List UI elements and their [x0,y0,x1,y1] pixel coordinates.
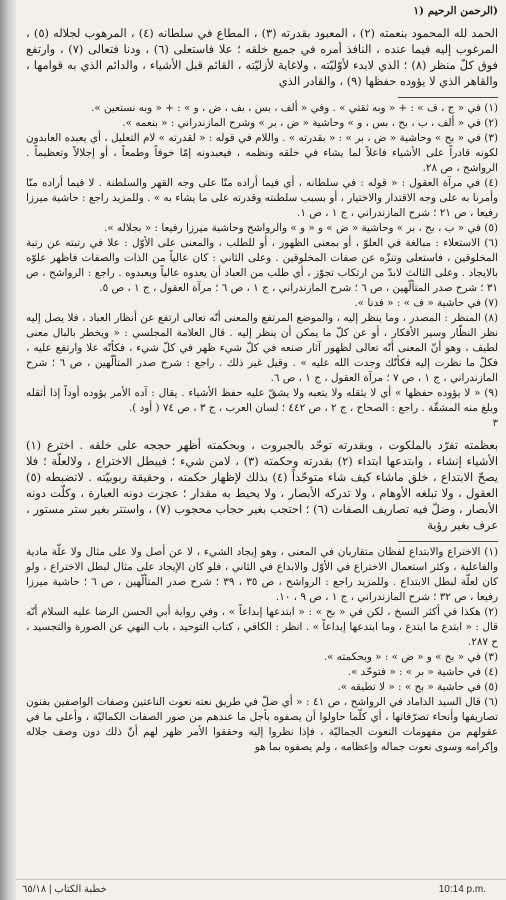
footnote: (١) الاختراع والابتداع لفظان متقاربان في المعنى ، وهو إيجاد الشيء ، لا عن أصل ولا على مثال ولا علّة مادية والفاعلية ، وكثر استعمال الاختراع في الأوّل والابداع في الثاني ، فلو كان الإيجاد على مثال لبطل الاختراع ، ولو كان لعلّة لبطل الابتداع . وللمزيد راجع : الرواشح ، ص ٣٥ ، ٣٩ ؛ شرح صدر المتألّهين ، ص ٦ ؛ حاشية ميرزا رفيعا ، ص ٣٢ ؛ شرح المازندراني ، ج ١ ، ص ٩ ، ١٠. [26,546,498,603]
footnote: (٢) هكذا في أكثر النسخ ، لكن في « بح » : « ابتدعها إبداعاً » ، وفي رواية أبي الحسن الرضا عليه السلام أنّه قال : « ابتدع ما ابتدع ، وما ابتدعها إبداعاً » . انظر : الكافي ، كتاب التوحيد ، باب النهي عن الصورة والتجسيد ، ح ٢٨٧. [26,606,498,648]
footnote: (٨) المنظر : المصدر ، وما ينظر إليه ، والموضع المرتفع والمعنى أنّه تعالى ارتفع عن أنظار العباد ، فلا يصل إليه نظر النظّار وسير الأفكار ، أو عن كلّ ما يمكن أن ينظر إليه . قال العلامة المجلسي : « ويخطر بالبال معنى لطيف ، وهو أنّ المعنى أنّه تعالى لظهور آثار صنعه في كلّ شيء ظهر في كلّ شيء ، فكأنّه علا وارتفع عليه ، فكلّ ما نظرت إليه فكأنّك وجدت الله عليه » . وقيل غير ذلك . راجع : شرح صدر المتألّهين ، ص ٦ ؛ شرح المازندراني ، ج ١ ، ص ٧ ؛ مرآة العقول ، ج ١ ، ص ٦. [26,312,498,384]
chapter-location[interactable]: خطبة الكتاب | ٦٥/١٨ [22,884,107,895]
footnote-separator [398,541,498,542]
intro-paragraph: الحمد لله المحمود بنعمته (٢) ، المعبود بقدرته (٣) ، المطاع في سلطانه (٤) ، المرهوب لجلاله (٥) ، المرغوب إليه فيما عنده ، النافذ أمره في جميع خلقه ؛ علا فاستعلى (٦) ، ودنا فتعالى (٧) ، وارتفع فوق كلّ منظر (٨) ؛ الذي لابدء لأوّليّته ، ولاغاية لأزليّته ، القائم قبل الأشياء ، والدائم الذي به قوامها ، والقاهر الذي لا يؤوده حفظها (٩) ، والقادر الذي [26,26,498,88]
book-page-edge [0,0,16,900]
book-page[interactable] [16,0,506,880]
main-paragraph: بعظمته تفرّد بالملكوت ، وبقدرته توحّد بالجبروت ، وبحكمته أظهر حججه على خلقه . اخترع (١) الأشياء إنشاء ، وابتدعها ابتداء (٢) بقدرته وحكمته (٣) ، لامن شيء ؛ فيبطل الاختراع ، ولالعلّة ؛ فلا يصحّ الابتداع ، خلق ماشاء كيف شاء متوحّداً (٤) بذلك لإظهار حكمته ، وحقيقة ربوبيّته . لاتضبطه (٥) العقول ، ولا تبلغه الأوهام ، ولا تدركه الأبصار ، ولا يحيط به مقدار ؛ عجزت دونه العبارة ، وكلّت دونه الأبصار ، وضلّ فيه تصاريف الصفات (٦) ؛ احتجب بغير حجاب محجوب (٧) ، واستتر بغير ستر مستور ، عرف بغير رؤية [26,438,499,532]
footnotes-section-1 [26,101,498,416]
bismillah-heading: (الرحمن الرحيم (١ [413,5,498,17]
footnote: (١) في « ج ، ف » : + « وبه ثقتي » . وفي « ألف ، بس ، بف ، ض ، و » : + « وبه نستعين ». [91,102,498,114]
footnote: (٦) الاستعلاء : مبالغة في العلوّ ، أو بمعنى الظهور ، أو للطلب ، والمعنى على الأوّل : علا في رتبته عن رتبة المخلوقين ، فاستعلى وتنزّه عن صفات المخلوقين . وعلى الثاني : كان عالياً من الذات والصفات فاظهر علوّه بالايجاد . وعلى الثالث لابدّ من ارتكاب تجوّز ، أي طلب من العباد أن يعدوه عالياً ويعبدوه . راجع : الرواشح ، ص ٣١ ؛ شرح صدر المتألّهين ، ص ٦ ؛ شرح المازندراني ، ج ١ ، ص ٦ ؛ مرآة العقول ، ج ١ ، ص ٥. [26,237,498,294]
reader-status-bar [16,879,506,900]
footnote: (٤) في مرآة العقول : « قوله : في سلطانه ، أي فيما أراده منّا على وجه القهر والسلطنة . لا فيما أراده منّا وأمرنا به على وجه الاقتدار والاختيار ، أو بسبب سلطنته وقدرته على ما يشاء به » . وللمزيد راجع : حاشية ميرزا رفيعا ، ص ٢١ ؛ شرح المازندراني ، ج ١ ، ص ١. [26,177,498,219]
footnote-separator [398,97,498,98]
footnote: (٤) في حاشية « بر » : « فتوحّد ». [347,666,498,678]
footnote: (٦) قال السيد الداماد في الرواشح ، ص ٤١ : « أي ضلّ في طريق نعته نعوت الناعتين وصفات الواصفين بفنون تصاريفها وأنحاء تصرّفاتها ، أي كلّما حاولوا أن يصفوه بأجل ما عندهم من صور الصفات الكماليّة ، وأعلى ما في عقولهم من مفهومات النعوت الجماليّة ، فإذا نظروا إليه وحققوا الأمر ظهر لهم أنّ ذلك دون وصف جلاله وإكرامه وسوى نعوت جماله وإعظامه ، ولم يصفوه بما هو [26,696,498,753]
footnote: (٥) في حاشية « بح » : « لا تطيقه ». [337,681,498,693]
footnote: (٣) في « بح » و « ض » : « وبحكمته ». [323,651,498,663]
footnote: (٥) في « ب ، بح ، بر » وحاشية « ض » و « و » والرواشح وحاشية ميرزا رفيعا : « بجلاله ». [104,222,498,234]
footnote: (٣) في « بح » وحاشية « ض ، بر » : « بقدرته » . واللام في قوله : « لقدرته » لام التعليل ، أي يعبده العابدون لكونه قادراً على الأشياء فاعلاً لما يشاء في خلقه ونظمه ، فيعبدونه إمّا خوفاً وطمعاً ، أو إجلالاً وتعظيماً . الرواشح ، ص ٢٨. [26,132,498,174]
footnote: (٧) في حاشية « ف » : « فدنا ». [354,297,498,309]
footnote: (٩) « لا يؤوده حفظها » أي لا يثقله ولا يتعبه ولا يشقّ عليه حفظ الأشياء . يقال : آده الأمر يؤوده أوداً إذا أثقله وبلغ منه المشقّة . راجع : الصحاح ، ج ٢ ، ص ٤٤٢ ؛ لسان العرب ، ج ٣ ، ص ٧٤ ( أود ). [26,387,498,414]
footnotes-section-2 [26,545,498,755]
clock-text: 10:14 p.m. [438,884,486,895]
footnote: (٢) في « ألف ، ب ، بح ، بس ، و » وحاشية « ض ، بر » وشرح المازندراني : « بنعمه ». [122,117,498,129]
page-number: ٣ [492,418,498,429]
